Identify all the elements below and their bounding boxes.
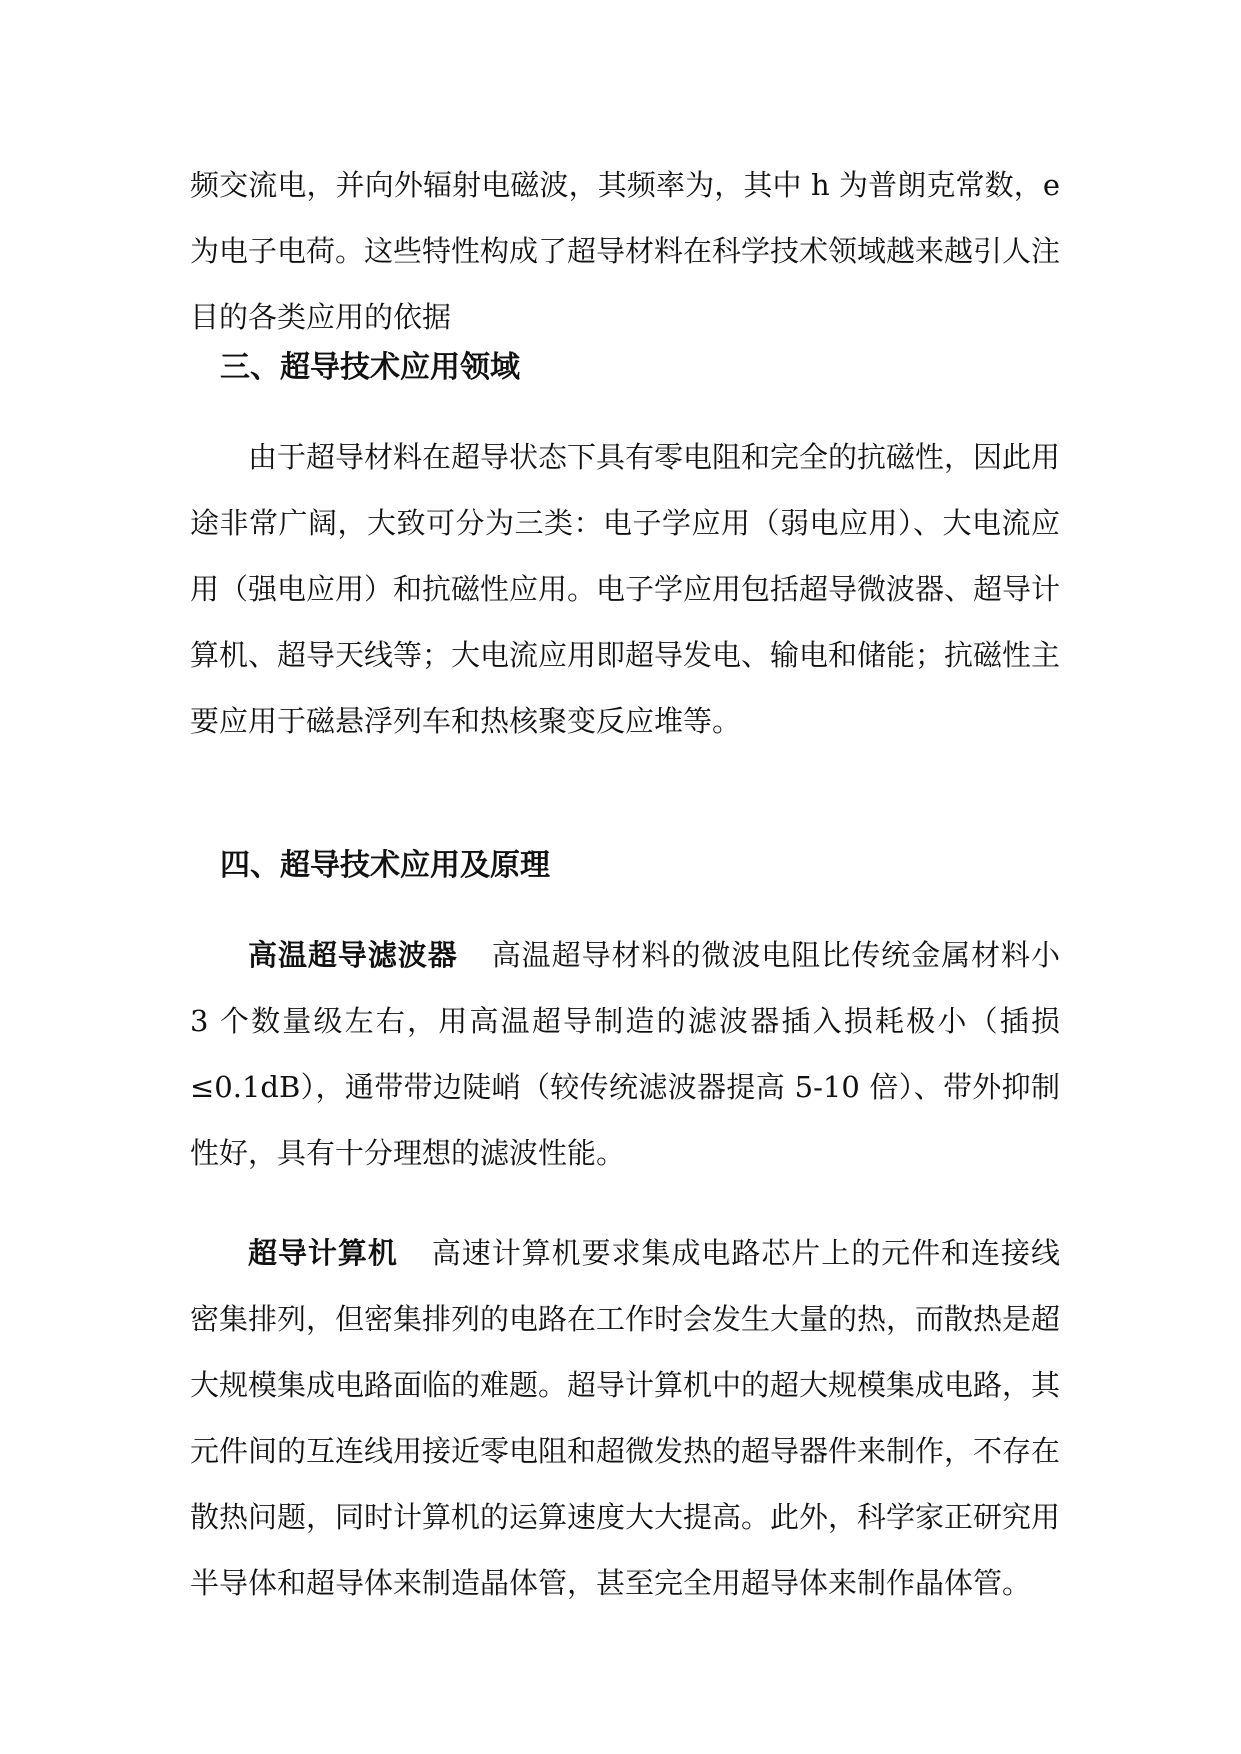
filter-lead-term: 高温超导滤波器 [248, 938, 458, 972]
computer-paragraph [190, 1220, 1060, 1616]
section-4-heading: 四、超导技术应用及原理 [220, 848, 550, 883]
section-3-paragraph: 由于超导材料在超导状态下具有零电阻和完全的抗磁性，因此用途非常广阔，大致可分为三类：电子学应用（弱电应用）、大电流应用（强电应用）和抗磁性应用。电子学应用包括超导微波器、超导计算机、超导天线等；大电流应用即超导发电、输电和储能；抗磁性主要应用于磁悬浮列车和热核聚变反应堆等。 [190, 440, 1061, 738]
computer-lead-term: 超导计算机 [248, 1236, 398, 1270]
filter-text: 高温超导材料的微波电阻比传统金属材料小 3 个数量级左右，用高温超导制造的滤波器插入损耗极小（插损≤0.1dB），通带带边陡峭（较传统滤波器提高 5-10 倍）、带外抑制性好，具有十分理想的滤波性能。 [190, 938, 1060, 1170]
filter-paragraph [190, 922, 1060, 1186]
computer-text: 高速计算机要求集成电路芯片上的元件和连接线密集排列，但密集排列的电路在工作时会发生大量的热，而散热是超大规模集成电路面临的难题。超导计算机中的超大规模集成电路，其元件间的互连线用接近零电阻和超微发热的超导器件来制作，不存在散热问题，同时计算机的运算速度大大提高。此外，科学家正研究用半导体和超导体来制造晶体管，甚至完全用超导体来制作晶体管。 [190, 1236, 1061, 1600]
intro-paragraph: 频交流电，并向外辐射电磁波，其频率为，其中 h 为普朗克常数，e 为电子电荷。这些特性构成了超导材料在科学技术领域越来越引人注目的各类应用的依据 [190, 168, 1061, 334]
section-3-heading: 三、超导技术应用领域 [220, 350, 520, 385]
